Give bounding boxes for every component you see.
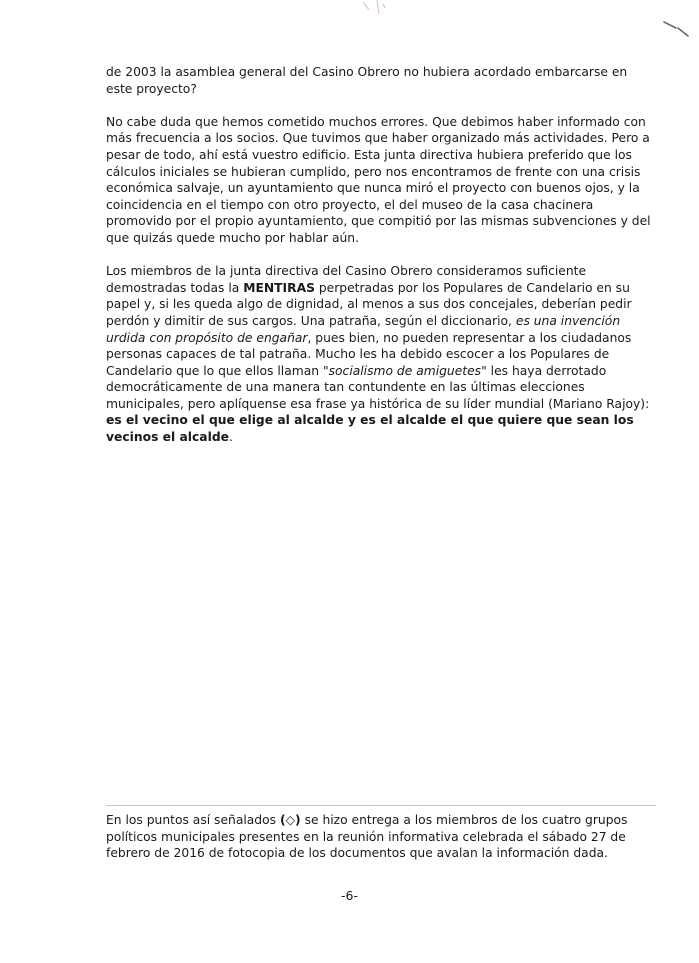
scan-artifact-corner [662,18,692,38]
paragraph-3-run-8: es el vecino el que elige al alcalde y es el alcalde el que quiere que sean los vecinos el alcalde [106,413,634,445]
paragraph-3-run-2: MENTIRAS [243,280,315,295]
paragraph-3-run-7: les haya derrotado democráticamente de una manera tan contundente en las últimas elecciones municipales, pero aplíquense esa frase ya histórica de su líder mundial (Mariano Rajoy): [106,363,650,411]
footnote-divider [106,805,656,806]
paragraph-1-run-1: de 2003 la asamblea general del Casino Obrero no hubiera acordado embarcarse en este proyecto? [106,65,628,96]
paragraph-3-run-5: , pues bien, no pueden representar a los ciudadanos personas capaces de tal patraña. Mucho les ha debido escocer a los Populares de Candelario que lo que ellos llaman [106,330,632,378]
scan-artifact-top [355,0,395,18]
paragraph-3-run-3: perpetradas por los Populares de Candelario en su papel y, si les queda algo de dignidad, al menos a sus dos concejales, deberían pedir perdón y dimitir de sus cargos. Una patraña, según el diccionario, [106,280,632,328]
body-text [106,64,656,462]
footnote-text-before: En los puntos así señalados [106,813,280,827]
paragraph-3-run-4: es una invención urdida con propósito de engañar [106,313,621,345]
footnote-marker: (◇) [279,813,301,827]
paragraph-3 [106,263,656,446]
paragraph-1 [106,64,656,97]
paragraph-2 [106,114,656,247]
footnote [106,812,658,862]
paragraph-3-run-1: Los miembros de la junta directiva del Casino Obrero consideramos suficiente demostradas todas la [106,264,587,295]
paragraph-3-run-9: . [228,430,233,445]
paragraph-3-run-6: "socialismo de amiguetes" [322,363,487,378]
paragraph-2-run-1: No cabe duda que hemos cometido muchos errores. Que debimos haber informado con más frecuencia a los socios. Que tuvimos que haber organizado más actividades. Pero a pesar de todo, ahí está vuestro edificio. Esta junta directiva hubiera preferido que los cálculos iniciales se hubieran cumplido, pero nos encontramos de frente con una crisis económica salvaje, un ayuntamiento que nunca miró el proyecto con buenos ojos, y la coincidencia en el tiempo con otro proyecto, el del museo de la casa chacinera promovido por el propio ayuntamiento, que compitió por las mismas subvenciones y del que quizás quede mucho por hablar aún. [106,114,651,245]
page-number: -6- [341,888,358,903]
footnote-text-after: se hizo entrega a los miembros de los cuatro grupos políticos municipales presentes en la reunión informativa celebrada el sábado 27 de febrero de 2016 de fotocopia de los documentos que avalan la información dada. [106,813,628,861]
